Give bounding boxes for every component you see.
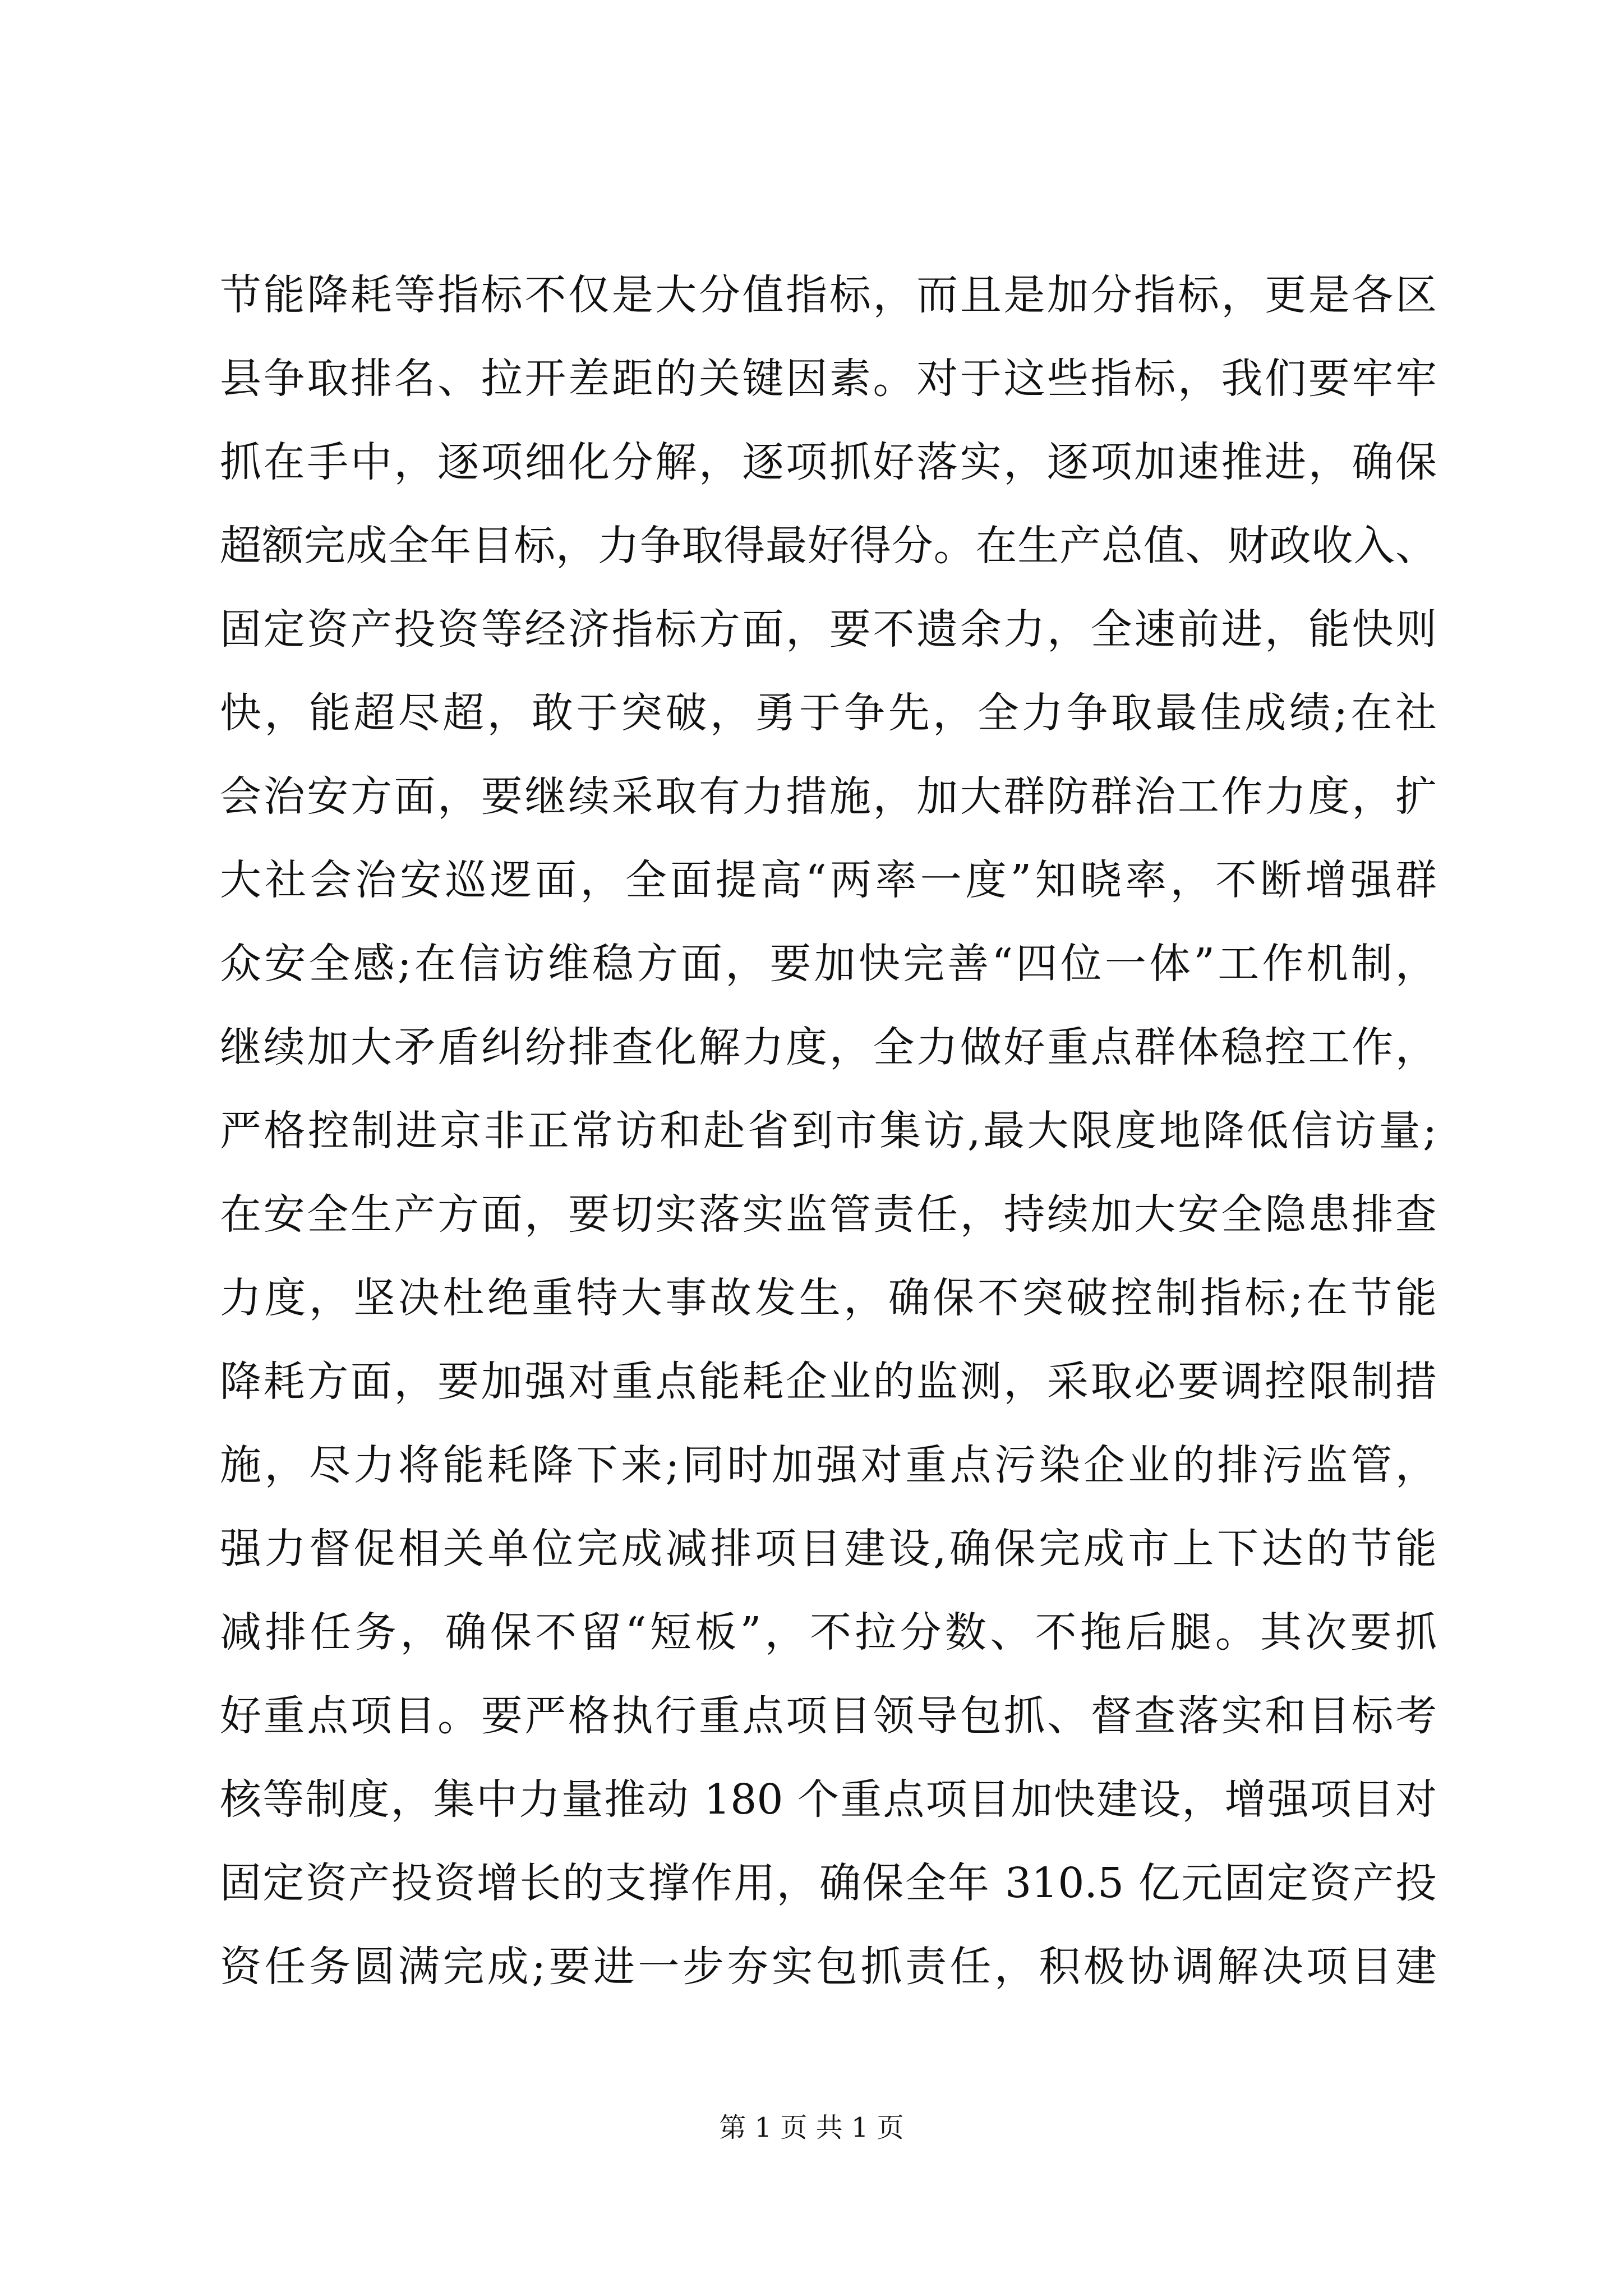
text-line: 减排任务，确保不留“短板”，不拉分数、不拖后腿。其次要抓 (220, 1608, 1437, 1657)
text-line: 在安全生产方面，要切实落实监管责任，持续加大安全隐患排查 (220, 1190, 1437, 1239)
text-line: 快，能超尽超，敢于突破，勇于争先，全力争取最佳成绩;在社 (220, 689, 1437, 737)
text-line: 资任务圆满完成;要进一步夯实包抓责任，积极协调解决项目建 (220, 1943, 1437, 1991)
text-line: 抓在手中，逐项细化分解，逐项抓好落实，逐项加速推进，确保 (220, 438, 1437, 486)
text-line: 强力督促相关单位完成减排项目建设,确保完成市上下达的节能 (220, 1525, 1437, 1573)
text-line: 施，尽力将能耗降下来;同时加强对重点污染企业的排污监管， (220, 1441, 1437, 1489)
text-line: 固定资产投资等经济指标方面，要不遗余力，全速前进，能快则 (220, 605, 1437, 654)
text-line: 核等制度，集中力量推动 180 个重点项目加快建设，增强项目对 (220, 1775, 1437, 1824)
text-line: 严格控制进京非正常访和赴省到市集访,最大限度地降低信访量; (220, 1107, 1437, 1155)
text-line: 大社会治安巡逻面，全面提高“两率一度”知晓率，不断增强群 (220, 856, 1437, 904)
text-line: 超额完成全年目标，力争取得最好得分。在生产总值、财政收入、 (220, 522, 1437, 570)
page-footer: 第 1 页 共 1 页 (719, 2112, 904, 2143)
text-line: 力度，坚决杜绝重特大事故发生，确保不突破控制指标;在节能 (220, 1274, 1437, 1322)
text-line: 县争取排名、拉开差距的关键因素。对于这些指标，我们要牢牢 (220, 355, 1437, 403)
text-line: 众安全感;在信访维稳方面，要加快完善“四位一体”工作机制， (220, 940, 1437, 988)
body-paragraph (220, 254, 1437, 2009)
text-line: 会治安方面，要继续采取有力措施，加大群防群治工作力度，扩 (220, 772, 1437, 821)
text-line: 节能降耗等指标不仅是大分值指标，而且是加分指标，更是各区 (220, 271, 1437, 319)
text-line: 继续加大矛盾纠纷排查化解力度，全力做好重点群体稳控工作， (220, 1023, 1437, 1071)
text-line: 固定资产投资增长的支撑作用，确保全年 310.5 亿元固定资产投 (220, 1859, 1437, 1907)
text-line: 降耗方面，要加强对重点能耗企业的监测，采取必要调控限制措 (220, 1358, 1437, 1406)
text-line: 好重点项目。要严格执行重点项目领导包抓、督查落实和目标考 (220, 1692, 1437, 1740)
